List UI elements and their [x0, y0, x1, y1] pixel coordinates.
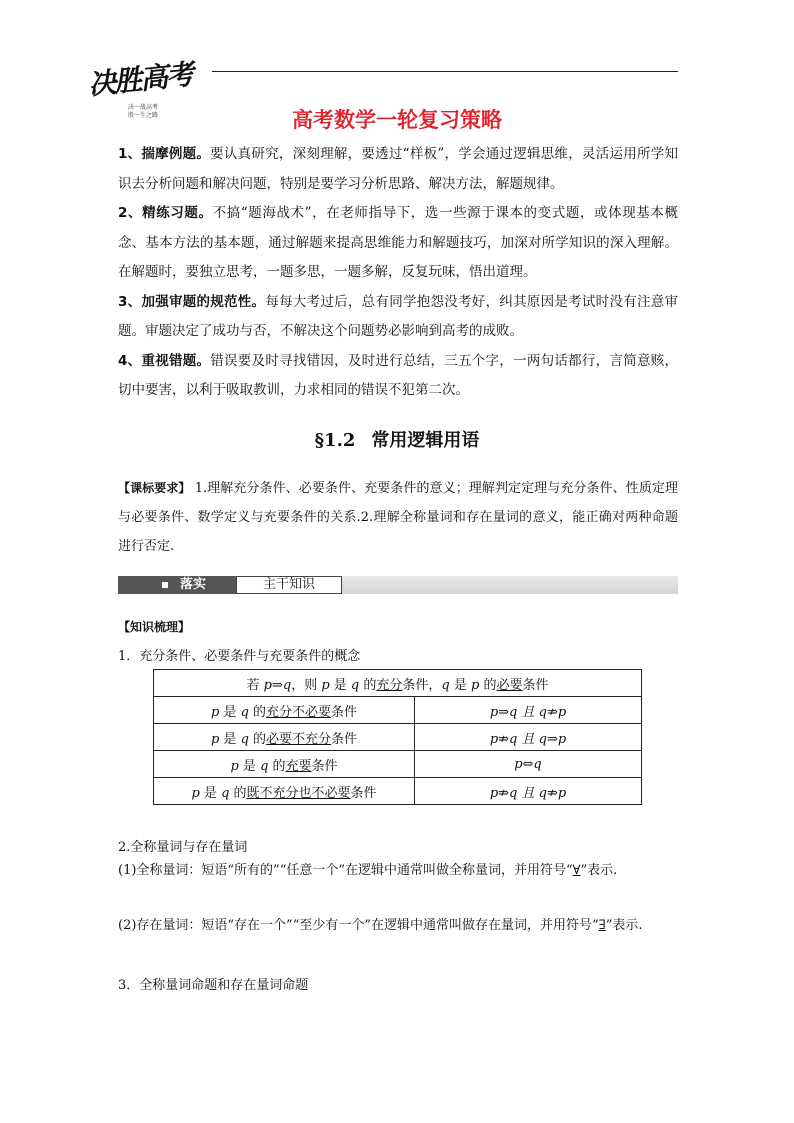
strategy-item: 1、揣摩例题。要认真研究，深刻理解，要透过“样板”，学会通过逻辑思维，灵活运用所学知识去分析问题和解决问题，特别是要学习分析思路、解决方法，解题规律。 — [118, 146, 679, 192]
banner-dark-label: 落实 — [118, 576, 236, 594]
table-cell: p⇏q 且 q⇏p — [415, 778, 642, 805]
strategy-list — [118, 140, 678, 406]
table-cell: p⇏q 且 q⇒p — [415, 724, 642, 751]
knowledge-heading: 【知识梳理】 — [118, 620, 191, 634]
requirement-text: 1.理解充分条件、必要条件、充要条件的意义；理解判定定理与充分条件、性质定理与必要条件、数学定义与充要条件的关系.2.理解全称量词和存在量词的意义，能正确对两种命题进行否定. — [118, 481, 678, 554]
table-header-cell: 若 p⇒q，则 p 是 q 的充分条件，q 是 p 的必要条件 — [154, 670, 642, 697]
requirement-tag: 【课标要求】 — [118, 481, 191, 495]
forall-symbol: ∀ — [572, 863, 581, 878]
table-cell: p⇔q — [415, 751, 642, 778]
strategy-item: 3、加强审题的规范性。每每大考过后，总有同学抱怨没考好，纠其原因是考试时没有注意审题。审题决定了成功与否，不解决这个问题势必影响到高考的成败。 — [118, 293, 679, 339]
section-title — [0, 426, 794, 452]
table-row — [154, 724, 642, 751]
table-cell: p 是 q 的既不充分也不必要条件 — [154, 778, 415, 805]
section-number: §1.2 — [314, 430, 356, 451]
table-cell: p 是 q 的必要不充分条件 — [154, 724, 415, 751]
item2-title: 2.全称量词与存在量词 — [118, 840, 248, 855]
strategy-item: 2、精练习题。不搞“题海战术”，在老师指导下，选一些源于课本的变式题，或体现基本概念、基本方法的基本题，通过解题来提高思维能力和解题技巧，加深对所学知识的深入理解。在解题时，要独立思考，一题多思，一题多解，反复玩味，悟出道理。 — [118, 205, 678, 280]
table-row — [154, 751, 642, 778]
section-heading: 常用逻辑用语 — [371, 430, 480, 451]
header-rule — [212, 71, 678, 72]
item3-title: 3．全称量词命题和存在量词命题 — [118, 978, 309, 993]
table-cell: p 是 q 的充分不必要条件 — [154, 697, 415, 724]
exists-symbol: ∃ — [598, 918, 606, 933]
universal-quantifier-paragraph: (1)全称量词：短语“所有的”“任意一个”在逻辑中通常叫做全称量词，并用符号“∀”表示. — [118, 863, 618, 878]
strategy-item: 4、重视错题。错误要及时寻找错因，及时进行总结，三五个字，一两句话都行，言简意赅，切中要害，以利于吸取教训，力求相同的错误不犯第二次。 — [118, 352, 679, 398]
logo-text: 决胜高考 — [86, 57, 194, 102]
square-icon — [162, 582, 168, 588]
page-title: 高考数学一轮复习策略 — [292, 108, 502, 132]
curriculum-requirement — [118, 474, 678, 561]
logo-subtitle: 决一战高考 胜一生之路 — [128, 104, 159, 119]
table-header-row — [154, 670, 642, 697]
banner-box-label: 主干知识 — [236, 576, 342, 594]
table-row — [154, 778, 642, 805]
table-cell: p 是 q 的充要条件 — [154, 751, 415, 778]
table-row — [154, 697, 642, 724]
existential-quantifier-paragraph: (2)存在量词：短语“存在一个”“至少有一个”在逻辑中通常叫做存在量词，并用符号“∃”表示. — [118, 918, 643, 933]
table-cell: p⇒q 且 q⇏p — [415, 697, 642, 724]
conditions-table — [153, 669, 642, 805]
item1-title: 1．充分条件、必要条件与充要条件的概念 — [118, 649, 361, 664]
section-banner — [118, 576, 678, 594]
